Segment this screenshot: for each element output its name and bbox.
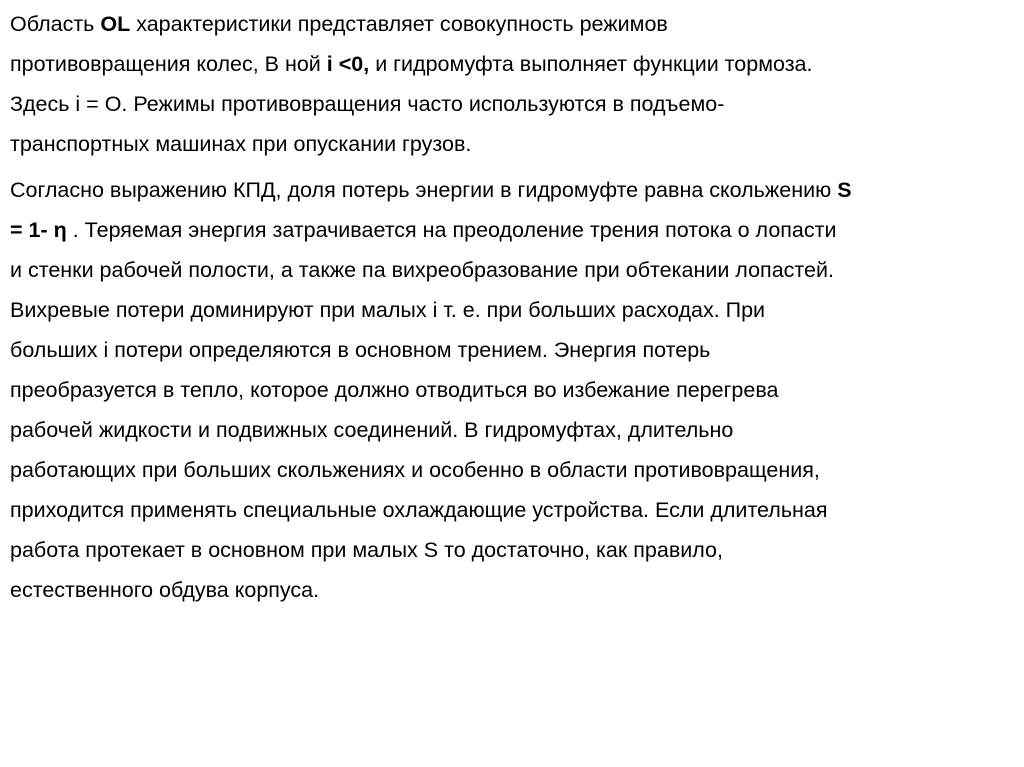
document-body [10,4,1016,610]
text-run: естественного обдува корпуса. [10,578,320,602]
text-line [10,570,1016,610]
text-line [10,84,1016,124]
text-run: и гидромуфта выполняет функции тормоза. [369,52,813,76]
text-line [10,250,1016,290]
text-line [10,410,1016,450]
text-run: Здесь i = О. Режимы противовращения часто используются в подъемо- [10,92,725,116]
text-run: и стенки рабочей полости, а также па вихреобразование при обтекании лопастей. [10,258,834,282]
text-line [10,330,1016,370]
bold-text-run: S [837,178,852,202]
text-run: работающих при больших скольжениях и особенно в области противовращения, [10,458,820,482]
bold-text-run: OL [100,12,131,36]
bold-text-run: = 1- η [10,218,67,242]
text-line [10,210,1016,250]
text-run: Согласно выражению КПД, доля потерь энергии в гидромуфте равна скольжению [10,178,838,202]
text-run: транспортных машинах при опускании грузов. [10,132,472,156]
text-line [10,530,1016,570]
text-run: преобразуется в тепло, которое должно отводиться во избежание перегрева [10,378,779,402]
text-line [10,370,1016,410]
paragraph [10,4,1016,164]
text-line [10,450,1016,490]
bold-text-run: i <0, [326,52,370,76]
text-line [10,124,1016,164]
text-run: . Теряемая энергия затрачивается на преодоление трения потока о лопасти [66,218,837,242]
text-line [10,290,1016,330]
text-run: характеристики представляет совокупность режимов [130,12,668,36]
text-run: рабочей жидкости и подвижных соединений. В гидромуфтах, длительно [10,418,734,442]
text-run: больших i потери определяются в основном трением. Энергия потерь [10,338,711,362]
text-line [10,44,1016,84]
paragraph [10,170,1016,610]
text-run: противовращения колес, В ной [10,52,327,76]
text-run: работа протекает в основном при малых S то достаточно, как правило, [10,538,723,562]
text-run: Вихревые потери доминируют при малых i т. е. при больших расходах. При [10,298,766,322]
text-line [10,170,1016,210]
text-line [10,490,1016,530]
text-line [10,4,1016,44]
text-run: приходится применять специальные охлаждающие устройства. Если длительная [10,498,828,522]
text-run: Область [10,12,101,36]
